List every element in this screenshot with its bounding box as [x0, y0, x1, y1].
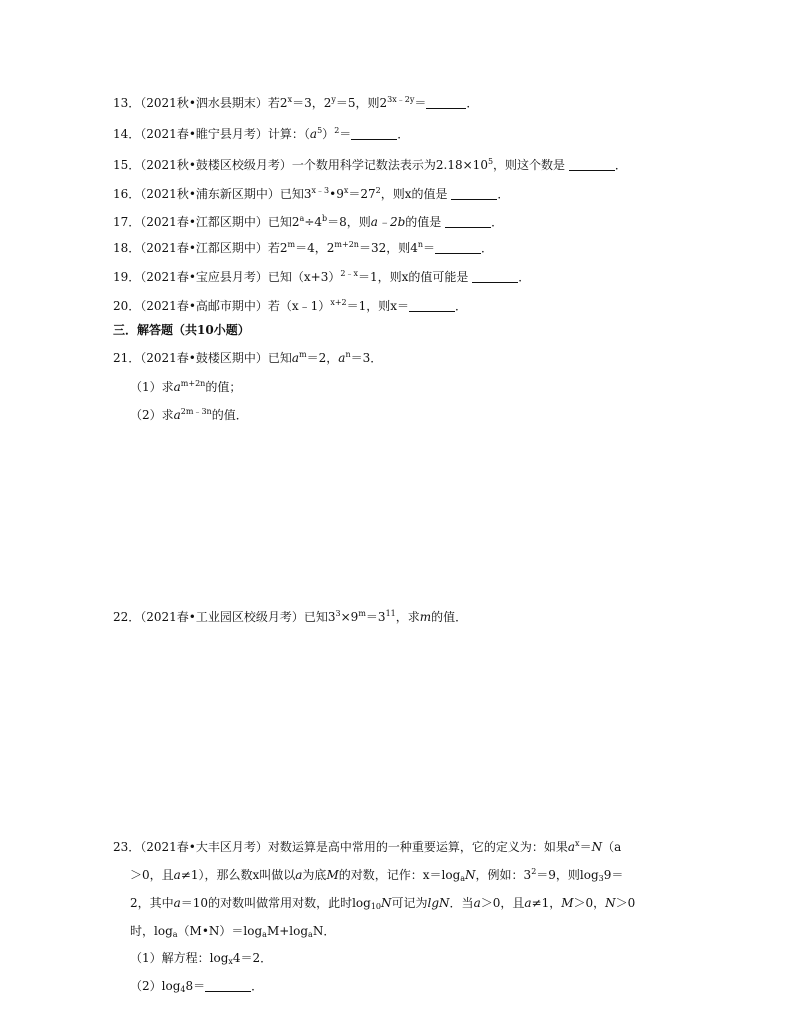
question-23-line-2: ＞0，且a≠1），那么数x叫做以a为底M的对数，记作：$x=\log_aN$，例如：$3^2=9$，则$\log_39=$ [130, 867, 624, 883]
section-heading: 三．解答题（共10小题） [113, 323, 250, 337]
question-18: 18．（2021春•江都区期中）若$2^m=4$，$2^{m+2n}=32$，则$4^n=$ ． [113, 240, 494, 255]
question-21: 21．（2021春•鼓楼区期中）已知$a^m=2$，$a^n=3$． [113, 350, 383, 365]
question-21-part-1: （1）求$a^{m+2n}$的值； [130, 379, 242, 394]
answer-blank[interactable] [451, 187, 497, 200]
answer-blank[interactable] [351, 127, 397, 140]
question-19: 19．（2021春•宝应县月考）已知$(x+3)^{2﹣x}=1$，则x的值可能是 ． [113, 269, 531, 284]
question-22: 22．（2021春•工业园区校级月考）已知$3^3\times 9^m=3^{11}$，求m的值． [113, 609, 468, 624]
question-23-part-1: （1）解方程：$\log_x4=2$． [130, 951, 273, 966]
question-20: 20．（2021春•高邮市期中）若（x﹣1）$^{x+2}$＝1，则x＝ ． [113, 298, 468, 313]
answer-blank[interactable] [569, 158, 615, 171]
question-23-line-4: 时，$\log_a(M•N)=\log_aM+\log_aN$． [130, 924, 336, 939]
question-21-part-2: （2）求$a^{2m﹣3n}$的值． [130, 407, 248, 422]
question-23-part-2: $(2)\log_48=$ ． [130, 979, 264, 994]
question-23: 23．（2021春•大丰区月考）对数运算是高中常用的一种重要运算，它的定义为：如果$a^x=N(a$ [113, 839, 622, 854]
question-15: 15．（2021秋•鼓楼区校级月考）一个数用科学记数法表示为$2.18\times 10^5$，则这个数是 ． [113, 157, 627, 172]
question-23-line-3: 2，其中a＝10的对数叫做常用对数，此时$\log_{10}N$可记为lgN．当a＞0，且a≠1，M＞0，N＞0 [130, 896, 636, 911]
question-13: 13．（2021秋•泗水县期末）若$2^x=3$，$2^y=5$，则$2^{3x﹣2y}=$ ． [113, 95, 479, 110]
answer-blank[interactable] [445, 215, 491, 228]
question-14: 14．（2021春•睢宁县月考）计算：$(a^5)^2=$ ． [113, 126, 410, 141]
answer-blank[interactable] [435, 241, 481, 254]
answer-blank[interactable] [205, 979, 251, 992]
answer-blank[interactable] [426, 96, 466, 109]
answer-blank[interactable] [472, 270, 518, 283]
answer-blank[interactable] [409, 299, 455, 312]
question-16: 16．（2021秋•浦东新区期中）已知$3^{x﹣3}•9^x=27^2$，则x的值是 ． [113, 186, 510, 201]
question-17: 17．（2021春•江都区期中）已知$2^a\div 4^b=8$，则a﹣2b的值是 ． [113, 214, 504, 229]
